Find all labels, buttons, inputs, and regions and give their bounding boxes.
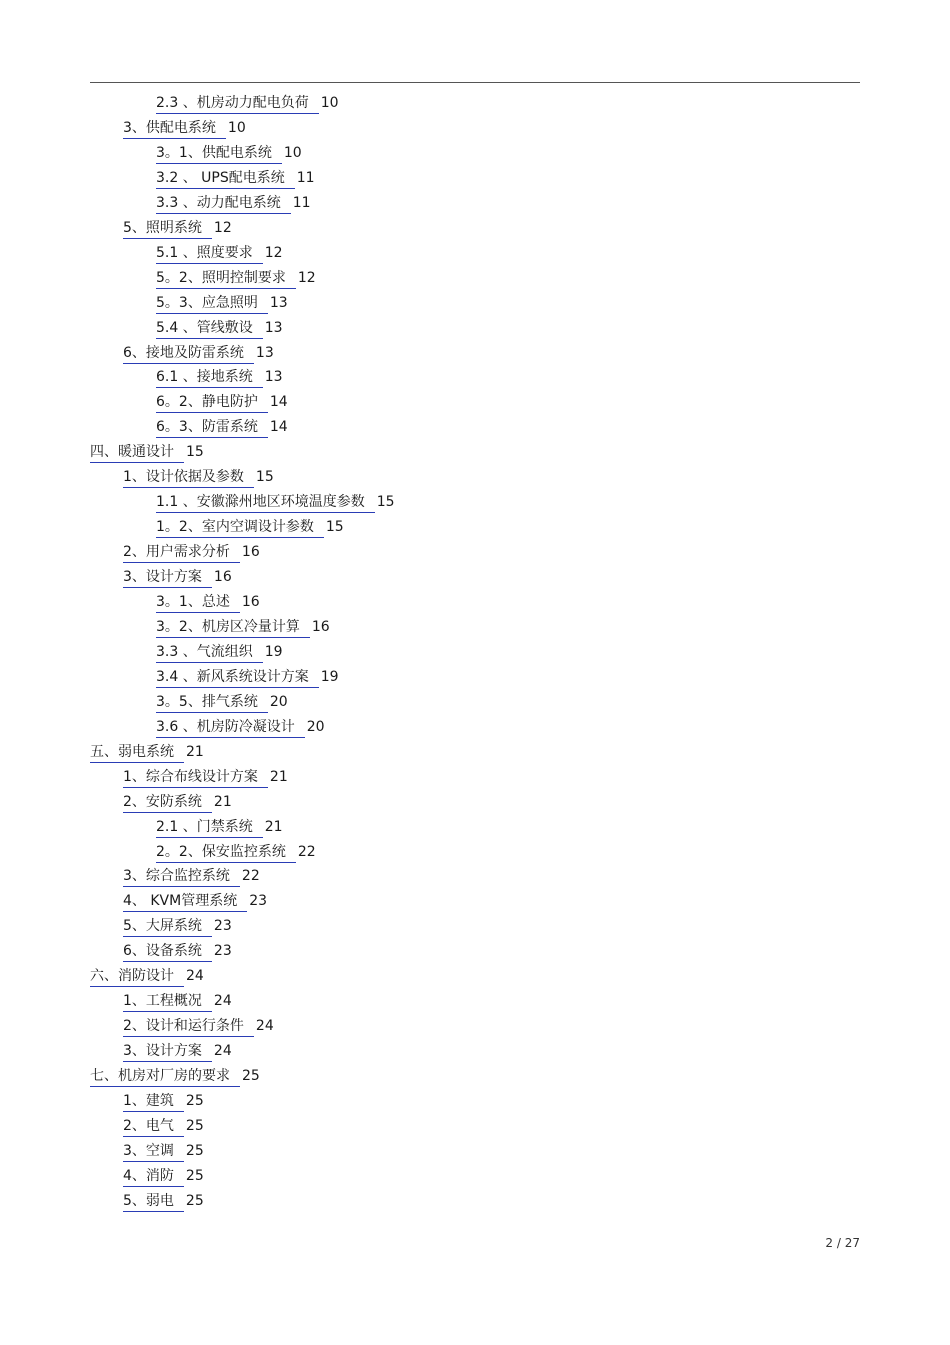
toc-page-number: 24 [213,993,232,1009]
toc-page-number: 13 [269,295,288,311]
toc-entry-link[interactable]: 3。1、总述 [156,593,240,613]
toc-entry-link[interactable]: 4、 KVM管理系统 [123,892,247,912]
toc-entry[interactable] [123,1140,204,1162]
toc-entry-link[interactable]: 3。1、供配电系统 [156,144,282,164]
toc-page-number: 15 [186,444,204,460]
toc-page-number: 10 [320,95,339,111]
toc-entry-link[interactable]: 2.1 、门禁系统 [156,818,263,838]
header-rule [90,82,860,83]
toc-entry[interactable] [156,142,302,164]
toc-entry[interactable] [123,940,232,962]
toc-page-number: 20 [306,719,325,735]
toc-entry-link[interactable]: 2、用户需求分析 [123,543,240,563]
toc-entry-link[interactable]: 6、接地及防雷系统 [123,344,254,364]
toc-page-number: 23 [213,943,232,959]
toc-entry[interactable] [156,317,283,339]
toc-entry[interactable] [123,865,260,887]
toc-page-number: 25 [242,1068,260,1084]
page-number: 2 / 27 [825,1236,860,1250]
toc-entry-link[interactable]: 5。2、照明控制要求 [156,269,296,289]
toc-entry-link[interactable]: 6、设备系统 [123,942,212,962]
toc-entry[interactable] [90,741,204,763]
toc-page-number: 11 [296,170,315,186]
toc-entry[interactable] [123,1015,274,1037]
toc-entry-link[interactable]: 5.1 、照度要求 [156,244,263,264]
toc-entry[interactable] [156,591,260,613]
toc-entry-link[interactable]: 1、建筑 [123,1092,184,1112]
toc-entry-link[interactable]: 2、电气 [123,1117,184,1137]
toc-entry[interactable] [156,242,283,264]
toc-entry[interactable] [123,1090,204,1112]
toc-entry-link[interactable]: 2、设计和运行条件 [123,1017,254,1037]
toc-page-number: 14 [269,419,288,435]
toc-entry-link[interactable]: 3、设计方案 [123,568,212,588]
toc-entry-link[interactable]: 3.6 、机房防冷凝设计 [156,718,305,738]
toc-entry[interactable] [123,466,274,488]
toc-entry-link[interactable]: 七、机房对厂房的要求 [90,1067,240,1087]
toc-page-number: 13 [255,345,274,361]
toc-page-number: 20 [269,694,288,710]
toc-entry[interactable] [123,117,246,139]
toc-entry-link[interactable]: 2、安防系统 [123,793,212,813]
toc-entry-link[interactable]: 6。2、静电防护 [156,393,268,413]
toc-entry[interactable] [156,616,330,638]
toc-entry[interactable] [156,366,283,388]
toc-page-number: 13 [264,320,283,336]
toc-entry-link[interactable]: 3.3 、动力配电系统 [156,194,291,214]
toc-entry-link[interactable]: 3。2、机房区冷量计算 [156,618,310,638]
toc-entry-link[interactable]: 5、弱电 [123,1192,184,1212]
toc-entry[interactable] [123,342,274,364]
toc-page-number: 14 [269,394,288,410]
toc-entry-link[interactable]: 2。2、保安监控系统 [156,843,296,863]
toc-entry[interactable] [123,566,232,588]
toc-entry-link[interactable]: 六、消防设计 [90,967,184,987]
toc-entry[interactable] [123,990,232,1012]
toc-page-number: 23 [249,893,268,909]
toc-entry[interactable] [90,965,204,987]
toc-page-number: 22 [241,868,260,884]
toc-entry[interactable] [156,292,288,314]
toc-page-number: 21 [264,819,283,835]
toc-entry-link[interactable]: 1。2、室内空调设计参数 [156,518,324,538]
toc-entry[interactable] [123,1040,232,1062]
toc-entry-link[interactable]: 5.4 、管线敷设 [156,319,263,339]
toc-entry-link[interactable]: 3、设计方案 [123,1042,212,1062]
toc-page-number: 19 [264,644,283,660]
toc-entry[interactable] [156,167,315,189]
toc-page-number: 16 [311,619,330,635]
toc-page-number: 19 [320,669,339,685]
toc-entry[interactable] [123,1115,204,1137]
toc-page-number: 15 [255,469,274,485]
toc-entry-link[interactable]: 5、照明系统 [123,219,212,239]
toc-entry[interactable] [156,516,344,538]
toc-entry[interactable] [123,1165,204,1187]
toc-page-number: 15 [325,519,344,535]
toc-entry-link[interactable]: 3。5、排气系统 [156,693,268,713]
toc-page-number: 10 [227,120,246,136]
toc-entry[interactable] [123,915,232,937]
toc-page-number: 23 [213,918,232,934]
toc-entry[interactable] [156,691,288,713]
toc-entry[interactable] [123,791,232,813]
toc-page-number: 25 [185,1093,204,1109]
toc-entry-link[interactable]: 1、设计依据及参数 [123,468,254,488]
toc-entry[interactable] [90,1065,260,1087]
toc-page-number: 11 [292,195,311,211]
toc-entry[interactable] [156,666,339,688]
toc-entry[interactable] [156,491,395,513]
toc-page-number: 15 [376,494,395,510]
toc-entry-link[interactable]: 3、空调 [123,1142,184,1162]
toc-entry[interactable] [123,1190,204,1212]
toc-page-number: 25 [185,1118,204,1134]
toc-page-number: 22 [297,844,316,860]
toc-page-number: 16 [241,594,260,610]
toc-page-number: 16 [213,569,232,585]
toc-entry[interactable] [156,416,288,438]
toc-page-number: 25 [185,1168,204,1184]
toc-entry-link[interactable]: 1.1 、安徽滁州地区环境温度参数 [156,493,375,513]
toc-page-number: 24 [213,1043,232,1059]
toc-entry[interactable] [123,217,232,239]
toc-page-number: 25 [185,1193,204,1209]
toc-entry[interactable] [90,441,204,463]
toc-entry[interactable] [123,890,267,912]
toc-entry[interactable] [123,541,260,563]
toc-entry-link[interactable]: 五、弱电系统 [90,743,184,763]
toc-entry-link[interactable]: 6.1 、接地系统 [156,368,263,388]
toc-entry-link[interactable]: 5、大屏系统 [123,917,212,937]
toc-entry-link[interactable]: 3.2 、 UPS配电系统 [156,169,295,189]
toc-entry-link[interactable]: 3、供配电系统 [123,119,226,139]
toc-page-number: 10 [283,145,302,161]
toc-entry[interactable] [123,766,288,788]
toc-entry[interactable] [156,192,311,214]
toc-entry-link[interactable]: 2.3 、机房动力配电负荷 [156,94,319,114]
toc-page-number: 12 [297,270,316,286]
toc-entry-link[interactable]: 3.3 、气流组织 [156,643,263,663]
toc-page-number: 24 [186,968,204,984]
toc-page-number: 25 [185,1143,204,1159]
toc-page-number: 16 [241,544,260,560]
toc-page-number: 21 [186,744,204,760]
toc-entry-link[interactable]: 1、工程概况 [123,992,212,1012]
toc-entry-link[interactable]: 四、暖通设计 [90,443,184,463]
toc-entry[interactable] [156,641,283,663]
toc-page-number: 24 [255,1018,274,1034]
toc-page-number: 21 [269,769,288,785]
toc-entry[interactable] [156,92,339,114]
toc-page-number: 12 [264,245,283,261]
toc-entry-link[interactable]: 1、综合布线设计方案 [123,768,268,788]
toc-entry[interactable] [156,716,325,738]
toc-entry-link[interactable]: 3.4 、新风系统设计方案 [156,668,319,688]
toc-entry[interactable] [156,267,316,289]
toc-page-number: 21 [213,794,232,810]
toc-entry-link[interactable]: 5。3、应急照明 [156,294,268,314]
toc-page-number: 13 [264,369,283,385]
toc-entry[interactable] [156,391,288,413]
toc-entry[interactable] [156,841,316,863]
toc-entry-link[interactable]: 6。3、防雷系统 [156,418,268,438]
toc-entry-link[interactable]: 4、消防 [123,1167,184,1187]
toc-page-number: 12 [213,220,232,236]
toc-entry-link[interactable]: 3、综合监控系统 [123,867,240,887]
toc-entry[interactable] [156,816,283,838]
